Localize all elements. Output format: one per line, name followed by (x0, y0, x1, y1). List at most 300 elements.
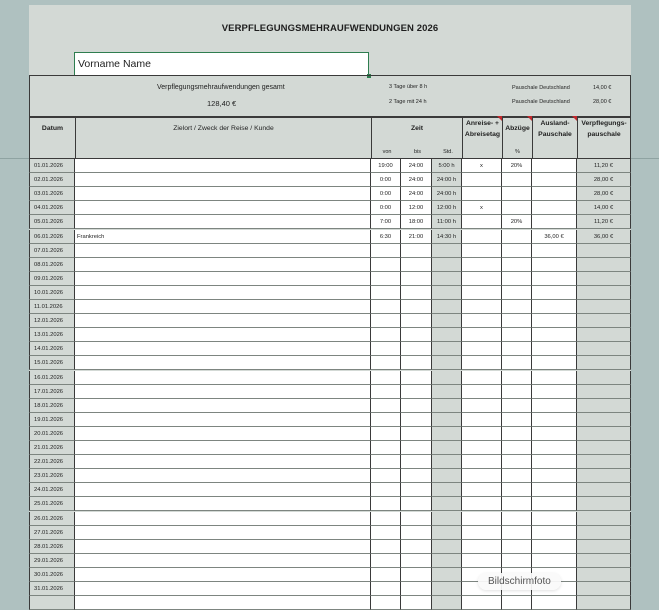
cell-von[interactable] (371, 342, 401, 356)
cell-von[interactable] (371, 483, 401, 497)
cell-verpflegung[interactable] (577, 540, 631, 554)
cell-anreise[interactable] (462, 356, 502, 370)
cell-von[interactable] (371, 526, 401, 540)
cell-von[interactable]: 6:30 (371, 230, 401, 244)
cell-date[interactable]: 22.01.2026 (29, 455, 75, 469)
cell-ausland[interactable] (532, 159, 577, 173)
cell-bis[interactable] (401, 568, 432, 582)
cell-zielort[interactable] (75, 526, 371, 540)
cell-std[interactable] (432, 413, 462, 427)
cell-zielort[interactable] (75, 258, 371, 272)
cell-std[interactable] (432, 441, 462, 455)
cell-ausland[interactable] (532, 201, 577, 215)
cell-zielort[interactable] (75, 356, 371, 370)
cell-date[interactable]: 31.01.2026 (29, 582, 75, 596)
cell-std[interactable] (432, 272, 462, 286)
cell-von[interactable] (371, 314, 401, 328)
cell-bis[interactable] (401, 540, 432, 554)
cell-anreise[interactable] (462, 469, 502, 483)
cell-zielort[interactable] (75, 300, 371, 314)
cell-verpflegung[interactable] (577, 582, 631, 596)
cell-von[interactable] (371, 582, 401, 596)
cell-ausland[interactable] (532, 173, 577, 187)
cell-verpflegung[interactable]: 11,20 € (577, 215, 631, 229)
name-input-cell[interactable] (74, 52, 369, 76)
cell-zielort[interactable] (75, 328, 371, 342)
cell-abzuege[interactable] (502, 413, 532, 427)
cell-abzuege[interactable] (502, 300, 532, 314)
cell-std[interactable]: 14:30 h (432, 230, 462, 244)
cell-date[interactable]: 08.01.2026 (29, 258, 75, 272)
cell-date[interactable]: 09.01.2026 (29, 272, 75, 286)
cell-anreise[interactable] (462, 215, 502, 229)
cell-zielort[interactable]: Frankreich (75, 230, 371, 244)
cell-abzuege[interactable] (502, 455, 532, 469)
cell-von[interactable] (371, 441, 401, 455)
cell-date[interactable]: 13.01.2026 (29, 328, 75, 342)
cell-verpflegung[interactable] (577, 596, 631, 610)
cell-anreise[interactable] (462, 173, 502, 187)
col-header-datum[interactable] (29, 116, 75, 158)
cell-zielort[interactable] (75, 201, 371, 215)
cell-std[interactable]: 5:00 h (432, 159, 462, 173)
cell-abzuege[interactable] (502, 540, 532, 554)
cell-ausland[interactable] (532, 356, 577, 370)
cell-von[interactable] (371, 385, 401, 399)
cell-von[interactable] (371, 455, 401, 469)
cell-anreise[interactable] (462, 300, 502, 314)
cell-date[interactable]: 29.01.2026 (29, 554, 75, 568)
cell-date[interactable]: 02.01.2026 (29, 173, 75, 187)
cell-abzuege[interactable] (502, 187, 532, 201)
cell-ausland[interactable] (532, 272, 577, 286)
cell-bis[interactable] (401, 258, 432, 272)
cell-von[interactable] (371, 258, 401, 272)
cell-ausland[interactable] (532, 455, 577, 469)
cell-date[interactable]: 27.01.2026 (29, 526, 75, 540)
cell-std[interactable] (432, 328, 462, 342)
cell-std[interactable] (432, 314, 462, 328)
cell-bis[interactable]: 12:00 (401, 201, 432, 215)
cell-bis[interactable] (401, 314, 432, 328)
cell-von[interactable] (371, 512, 401, 526)
cell-verpflegung[interactable]: 14,00 € (577, 201, 631, 215)
cell-zielort[interactable] (75, 371, 371, 385)
cell-ausland[interactable] (532, 427, 577, 441)
cell-verpflegung[interactable] (577, 258, 631, 272)
cell-verpflegung[interactable] (577, 568, 631, 582)
table-row (29, 314, 631, 328)
cell-anreise[interactable] (462, 342, 502, 356)
cell-verpflegung[interactable] (577, 483, 631, 497)
cell-date[interactable]: 11.01.2026 (29, 300, 75, 314)
cell-von[interactable] (371, 371, 401, 385)
cell-abzuege[interactable] (502, 342, 532, 356)
cell-anreise[interactable] (462, 497, 502, 511)
cell-verpflegung[interactable] (577, 441, 631, 455)
cell-zielort[interactable] (75, 512, 371, 526)
cell-bis[interactable] (401, 244, 432, 258)
cell-bis[interactable] (401, 328, 432, 342)
cell-std[interactable] (432, 455, 462, 469)
cell-abzuege[interactable] (502, 173, 532, 187)
cell-bis[interactable] (401, 272, 432, 286)
cell-anreise[interactable] (462, 596, 502, 610)
cell-bis[interactable] (401, 441, 432, 455)
cell-ausland[interactable] (532, 286, 577, 300)
cell-anreise[interactable] (462, 371, 502, 385)
cell-zielort[interactable] (75, 455, 371, 469)
cell-std[interactable] (432, 469, 462, 483)
cell-verpflegung[interactable] (577, 455, 631, 469)
col-header-ausland[interactable] (532, 116, 577, 158)
col-header-abzuege[interactable] (502, 116, 532, 158)
cell-ausland[interactable] (532, 413, 577, 427)
cell-ausland[interactable] (532, 596, 577, 610)
cell-anreise[interactable] (462, 272, 502, 286)
cell-zielort[interactable] (75, 469, 371, 483)
cell-von[interactable] (371, 554, 401, 568)
cell-anreise[interactable] (462, 526, 502, 540)
cell-bis[interactable]: 24:00 (401, 159, 432, 173)
cell-abzuege[interactable] (502, 201, 532, 215)
cell-std[interactable] (432, 483, 462, 497)
cell-bis[interactable] (401, 455, 432, 469)
cell-abzuege[interactable] (502, 272, 532, 286)
cell-anreise[interactable] (462, 441, 502, 455)
cell-von[interactable] (371, 469, 401, 483)
cell-abzuege[interactable] (502, 427, 532, 441)
cell-std[interactable]: 12:00 h (432, 201, 462, 215)
cell-std[interactable] (432, 286, 462, 300)
cell-std[interactable] (432, 300, 462, 314)
cell-abzuege[interactable] (502, 399, 532, 413)
cell-abzuege[interactable] (502, 526, 532, 540)
cell-von[interactable] (371, 272, 401, 286)
cell-abzuege[interactable] (502, 356, 532, 370)
cell-von[interactable] (371, 540, 401, 554)
cell-std[interactable] (432, 526, 462, 540)
cell-date[interactable]: 10.01.2026 (29, 286, 75, 300)
cell-date[interactable]: 06.01.2026 (29, 230, 75, 244)
cell-verpflegung[interactable] (577, 526, 631, 540)
cell-bis[interactable] (401, 413, 432, 427)
cell-verpflegung[interactable] (577, 300, 631, 314)
col-header-zielort[interactable] (75, 116, 371, 158)
cell-von[interactable] (371, 596, 401, 610)
cell-abzuege[interactable] (502, 512, 532, 526)
cell-bis[interactable] (401, 342, 432, 356)
cell-abzuege[interactable] (502, 596, 532, 610)
col-header-zeit[interactable] (371, 116, 462, 158)
cell-date[interactable]: 17.01.2026 (29, 385, 75, 399)
cell-std[interactable] (432, 371, 462, 385)
cell-anreise[interactable] (462, 385, 502, 399)
cell-std[interactable]: 24:00 h (432, 173, 462, 187)
cell-abzuege[interactable] (502, 314, 532, 328)
cell-date[interactable]: 23.01.2026 (29, 469, 75, 483)
cell-zielort[interactable] (75, 342, 371, 356)
cell-abzuege[interactable] (502, 328, 532, 342)
cell-date[interactable] (29, 596, 75, 610)
cell-ausland[interactable] (532, 399, 577, 413)
cell-anreise[interactable] (462, 413, 502, 427)
cell-zielort[interactable] (75, 427, 371, 441)
cell-von[interactable] (371, 356, 401, 370)
cell-von[interactable] (371, 568, 401, 582)
cell-zielort[interactable] (75, 286, 371, 300)
cell-bis[interactable] (401, 385, 432, 399)
cell-date[interactable]: 07.01.2026 (29, 244, 75, 258)
cell-von[interactable]: 0:00 (371, 201, 401, 215)
cell-verpflegung[interactable] (577, 399, 631, 413)
cell-date[interactable]: 19.01.2026 (29, 413, 75, 427)
cell-verpflegung[interactable] (577, 497, 631, 511)
cell-verpflegung[interactable]: 36,00 € (577, 230, 631, 244)
cell-abzuege[interactable] (502, 483, 532, 497)
cell-bis[interactable]: 24:00 (401, 173, 432, 187)
cell-zielort[interactable] (75, 540, 371, 554)
cell-ausland[interactable] (532, 526, 577, 540)
cell-zielort[interactable] (75, 441, 371, 455)
cell-verpflegung[interactable] (577, 356, 631, 370)
cell-bis[interactable] (401, 483, 432, 497)
cell-std[interactable] (432, 258, 462, 272)
cell-std[interactable] (432, 427, 462, 441)
cell-std[interactable] (432, 244, 462, 258)
cell-std[interactable] (432, 540, 462, 554)
cell-verpflegung[interactable] (577, 342, 631, 356)
cell-anreise[interactable] (462, 399, 502, 413)
cell-von[interactable] (371, 427, 401, 441)
cell-abzuege[interactable] (502, 441, 532, 455)
cell-abzuege[interactable] (502, 230, 532, 244)
cell-ausland[interactable] (532, 314, 577, 328)
cell-date[interactable]: 20.01.2026 (29, 427, 75, 441)
cell-date[interactable]: 01.01.2026 (29, 159, 75, 173)
cell-std[interactable] (432, 582, 462, 596)
cell-std[interactable] (432, 568, 462, 582)
cell-bis[interactable] (401, 427, 432, 441)
cell-von[interactable] (371, 328, 401, 342)
cell-bis[interactable] (401, 286, 432, 300)
cell-date[interactable]: 21.01.2026 (29, 441, 75, 455)
cell-bis[interactable] (401, 300, 432, 314)
cell-verpflegung[interactable] (577, 244, 631, 258)
cell-ausland[interactable] (532, 215, 577, 229)
table-row (29, 469, 631, 483)
cell-std[interactable] (432, 356, 462, 370)
cell-date[interactable]: 18.01.2026 (29, 399, 75, 413)
cell-date[interactable]: 30.01.2026 (29, 568, 75, 582)
cell-zielort[interactable] (75, 497, 371, 511)
cell-ausland[interactable]: 36,00 € (532, 230, 577, 244)
name-value: Vorname Name (78, 58, 151, 70)
cell-std[interactable]: 24:00 h (432, 187, 462, 201)
cell-von[interactable] (371, 413, 401, 427)
cell-anreise[interactable] (462, 455, 502, 469)
cell-zielort[interactable] (75, 244, 371, 258)
cell-von[interactable] (371, 399, 401, 413)
col-header-verpflegung-line2: pauschale (587, 131, 621, 138)
cell-verpflegung[interactable] (577, 371, 631, 385)
cell-verpflegung[interactable]: 11,20 € (577, 159, 631, 173)
cell-ausland[interactable] (532, 483, 577, 497)
cell-verpflegung[interactable] (577, 272, 631, 286)
cell-date[interactable]: 05.01.2026 (29, 215, 75, 229)
cell-verpflegung[interactable] (577, 328, 631, 342)
cell-verpflegung[interactable] (577, 512, 631, 526)
col-header-verpflegung[interactable] (577, 116, 631, 158)
cell-von[interactable]: 19:00 (371, 159, 401, 173)
cell-ausland[interactable] (532, 385, 577, 399)
cell-abzuege[interactable] (502, 554, 532, 568)
cell-anreise[interactable] (462, 483, 502, 497)
cell-date[interactable]: 26.01.2026 (29, 512, 75, 526)
cell-abzuege[interactable] (502, 497, 532, 511)
cell-std[interactable]: 11:00 h (432, 215, 462, 229)
cell-date[interactable]: 28.01.2026 (29, 540, 75, 554)
cell-ausland[interactable] (532, 540, 577, 554)
cell-verpflegung[interactable]: 28,00 € (577, 187, 631, 201)
summary-band (29, 75, 631, 116)
cell-anreise[interactable] (462, 244, 502, 258)
cell-bis[interactable]: 21:00 (401, 230, 432, 244)
cell-zielort[interactable] (75, 385, 371, 399)
cell-zielort[interactable] (75, 483, 371, 497)
cell-ausland[interactable] (532, 258, 577, 272)
cell-zielort[interactable] (75, 399, 371, 413)
cell-date[interactable]: 14.01.2026 (29, 342, 75, 356)
cell-std[interactable] (432, 497, 462, 511)
cell-anreise[interactable] (462, 230, 502, 244)
cell-bis[interactable] (401, 554, 432, 568)
cell-verpflegung[interactable] (577, 413, 631, 427)
cell-ausland[interactable] (532, 371, 577, 385)
cell-ausland[interactable] (532, 187, 577, 201)
screenshot-toast[interactable]: Bildschirmfoto (478, 573, 561, 590)
cell-ausland[interactable] (532, 554, 577, 568)
cell-anreise[interactable] (462, 328, 502, 342)
cell-verpflegung[interactable] (577, 554, 631, 568)
cell-ausland[interactable] (532, 300, 577, 314)
cell-bis[interactable] (401, 526, 432, 540)
cell-date[interactable]: 16.01.2026 (29, 371, 75, 385)
cell-date[interactable]: 04.01.2026 (29, 201, 75, 215)
cell-anreise[interactable] (462, 187, 502, 201)
cell-anreise[interactable]: x (462, 201, 502, 215)
cell-zielort[interactable] (75, 215, 371, 229)
cell-date[interactable]: 24.01.2026 (29, 483, 75, 497)
cell-von[interactable] (371, 497, 401, 511)
cell-ausland[interactable] (532, 342, 577, 356)
cell-verpflegung[interactable] (577, 427, 631, 441)
cell-bis[interactable] (401, 512, 432, 526)
cell-zielort[interactable] (75, 413, 371, 427)
cell-verpflegung[interactable] (577, 286, 631, 300)
cell-zielort[interactable] (75, 596, 371, 610)
cell-zielort[interactable] (75, 187, 371, 201)
cell-zielort[interactable] (75, 554, 371, 568)
cell-abzuege[interactable] (502, 385, 532, 399)
cell-abzuege[interactable]: 20% (502, 159, 532, 173)
cell-abzuege[interactable] (502, 469, 532, 483)
cell-bis[interactable]: 18:00 (401, 215, 432, 229)
cell-zielort[interactable] (75, 582, 371, 596)
cell-zielort[interactable] (75, 568, 371, 582)
cell-zielort[interactable] (75, 272, 371, 286)
cell-ausland[interactable] (532, 441, 577, 455)
cell-std[interactable] (432, 399, 462, 413)
cell-verpflegung[interactable] (577, 314, 631, 328)
cell-abzuege[interactable] (502, 286, 532, 300)
cell-abzuege[interactable] (502, 244, 532, 258)
cell-zielort[interactable] (75, 314, 371, 328)
cell-verpflegung[interactable] (577, 469, 631, 483)
cell-von[interactable] (371, 286, 401, 300)
cell-anreise[interactable] (462, 554, 502, 568)
cell-von[interactable] (371, 244, 401, 258)
cell-verpflegung[interactable]: 28,00 € (577, 173, 631, 187)
cell-anreise[interactable] (462, 427, 502, 441)
cell-bis[interactable]: 24:00 (401, 187, 432, 201)
cell-ausland[interactable] (532, 512, 577, 526)
cell-zielort[interactable] (75, 173, 371, 187)
table-row (29, 159, 631, 173)
cell-bis[interactable] (401, 356, 432, 370)
cell-zielort[interactable] (75, 159, 371, 173)
cell-anreise[interactable] (462, 512, 502, 526)
cell-bis[interactable] (401, 399, 432, 413)
cell-anreise[interactable] (462, 540, 502, 554)
cell-bis[interactable] (401, 596, 432, 610)
cell-std[interactable] (432, 554, 462, 568)
cell-von[interactable] (371, 300, 401, 314)
cell-von[interactable]: 7:00 (371, 215, 401, 229)
cell-anreise[interactable] (462, 286, 502, 300)
cell-abzuege[interactable] (502, 258, 532, 272)
cell-anreise[interactable] (462, 258, 502, 272)
cell-anreise[interactable]: x (462, 159, 502, 173)
cell-bis[interactable] (401, 469, 432, 483)
cell-abzuege[interactable] (502, 371, 532, 385)
cell-von[interactable]: 0:00 (371, 187, 401, 201)
cell-ausland[interactable] (532, 328, 577, 342)
cell-std[interactable] (432, 596, 462, 610)
cell-date[interactable]: 03.01.2026 (29, 187, 75, 201)
col-header-anreise[interactable] (462, 116, 502, 158)
cell-ausland[interactable] (532, 244, 577, 258)
table-row (29, 526, 631, 540)
cell-std[interactable] (432, 512, 462, 526)
cell-abzuege[interactable]: 20% (502, 215, 532, 229)
cell-date[interactable]: 25.01.2026 (29, 497, 75, 511)
cell-bis[interactable] (401, 582, 432, 596)
cell-date[interactable]: 15.01.2026 (29, 356, 75, 370)
table-row (29, 427, 631, 441)
cell-std[interactable] (432, 385, 462, 399)
cell-anreise[interactable] (462, 314, 502, 328)
cell-verpflegung[interactable] (577, 385, 631, 399)
cell-ausland[interactable] (532, 469, 577, 483)
cell-bis[interactable] (401, 371, 432, 385)
cell-ausland[interactable] (532, 497, 577, 511)
cell-von[interactable]: 0:00 (371, 173, 401, 187)
col-header-abzuege-label: Abzüge (505, 125, 530, 132)
cell-bis[interactable] (401, 497, 432, 511)
cell-date[interactable]: 12.01.2026 (29, 314, 75, 328)
cell-std[interactable] (432, 342, 462, 356)
